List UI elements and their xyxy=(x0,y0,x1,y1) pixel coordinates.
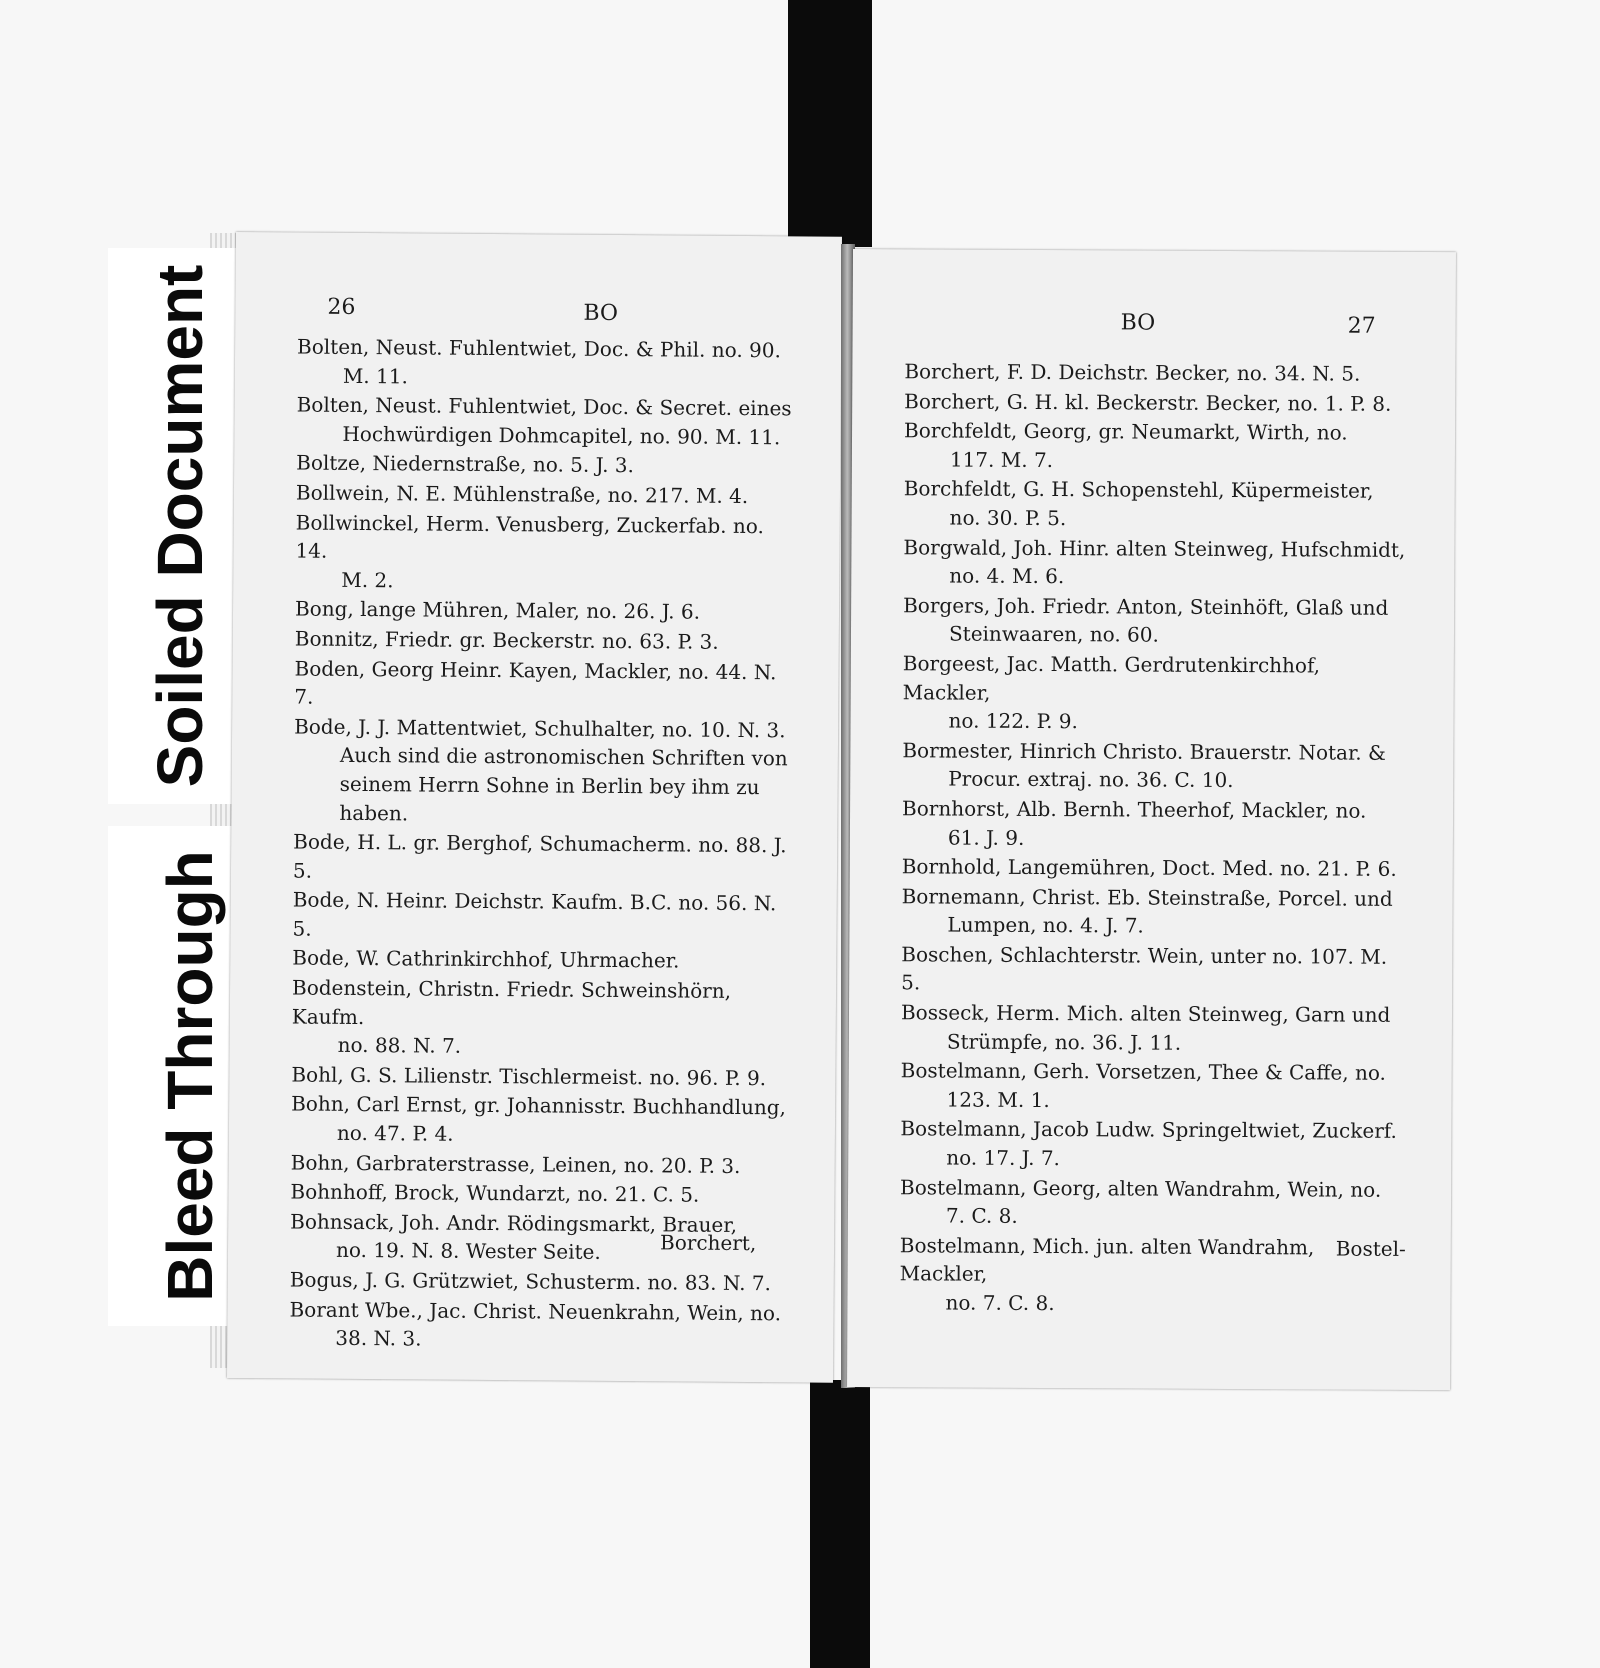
directory-entry xyxy=(901,940,1403,1000)
entry-continuation: Lumpen, no. 4. J. 7. xyxy=(947,912,1144,938)
entry-text: Bohnhoff, Brock, Wundarzt, no. 21. C. 5. xyxy=(290,1179,700,1207)
running-head: BO xyxy=(583,300,619,327)
directory-entry xyxy=(900,1057,1402,1117)
directory-entry xyxy=(291,1148,791,1181)
directory-entry xyxy=(904,416,1406,476)
catchword: Borchert, xyxy=(659,1230,757,1256)
entry-text: Boltze, Niedernstraße, no. 5. J. 3. xyxy=(296,450,635,478)
directory-entry xyxy=(292,886,792,947)
directory-entry xyxy=(902,794,1404,854)
soiled-document-label-text: Soiled Document xyxy=(144,264,216,788)
directory-entry xyxy=(291,1090,791,1151)
entry-text: Bode, N. Heinr. Deichstr. Kaufm. B.C. no. 56. N. 5. xyxy=(292,887,777,941)
entry-text: Borchfeldt, Georg, gr. Neumarkt, Wirth, no. xyxy=(903,418,1348,445)
entry-continuation: Steinwaaren, no. 60. xyxy=(948,621,1159,647)
directory-entry xyxy=(292,944,792,977)
directory-entry xyxy=(295,624,795,657)
entry-text: Borant Wbe., Jac. Christ. Neuenkrahn, Wein, no. xyxy=(289,1297,782,1325)
right-page xyxy=(847,249,1456,1390)
directory-entry xyxy=(295,508,796,598)
entry-text: Bollwein, N. E. Mühlenstraße, no. 217. M. 4. xyxy=(295,480,749,508)
entry-text: Bode, W. Cathrinkirchhof, Uhrmacher. xyxy=(292,945,680,973)
entry-text: Bohl, G. S. Lilienstr. Tischlermeist. no. 96. P. 9. xyxy=(291,1062,767,1091)
directory-entry xyxy=(291,1060,791,1093)
entry-continuation: no. 4. M. 6. xyxy=(949,563,1065,589)
directory-entry xyxy=(294,654,794,715)
directory-entry xyxy=(901,998,1403,1058)
entry-text: Bostelmann, Jacob Ludw. Springeltwiet, Zuckerf. xyxy=(900,1116,1397,1144)
entry-continuation: no. 17. J. 7. xyxy=(946,1145,1061,1171)
entry-text: Bohn, Carl Ernst, gr. Johannisstr. Buchhandlung, xyxy=(291,1091,787,1120)
directory-entry xyxy=(296,478,796,511)
directory-entry xyxy=(902,736,1404,796)
entry-text: Borchfeldt, G. H. Schopenstehl, Küpermeister, xyxy=(903,476,1374,504)
entry-text: Borgwald, Joh. Hinr. alten Steinweg, Hufschmidt, xyxy=(903,534,1406,562)
directory-entry xyxy=(290,1265,790,1298)
entry-continuation: Auch sind die astronomischen Schriften von seinem Herrn Sohne in Berlin bey ihm zu haben. xyxy=(339,743,788,825)
directory-entry xyxy=(903,591,1405,651)
entry-text: Bonnitz, Friedr. gr. Beckerstr. no. 63. P. 3. xyxy=(294,626,719,654)
entry-text: Bollwinckel, Herm. Venusberg, Zuckerfab. no. 14. xyxy=(295,510,764,563)
entry-text: Bohnsack, Joh. Andr. Rödingsmarkt, Brauer, xyxy=(290,1209,738,1237)
page-number: 27 xyxy=(1347,313,1376,339)
entry-text: Borgeest, Jac. Matth. Gerdrutenkirchhof, Mackler, xyxy=(902,651,1321,705)
entry-text: Bostelmann, Georg, alten Wandrahm, Wein, no. xyxy=(900,1174,1382,1202)
entry-text: Borchert, F. D. Deichstr. Becker, no. 34. N. 5. xyxy=(904,359,1361,386)
running-head: BO xyxy=(1120,310,1156,336)
directory-entry xyxy=(903,533,1405,593)
directory-entry xyxy=(297,332,797,393)
entry-continuation: Procur. extraj. no. 36. C. 10. xyxy=(948,766,1234,793)
binding-clip-top xyxy=(788,0,872,247)
entry-text: Boden, Georg Heinr. Kayen, Mackler, no. 44. N. 7. xyxy=(294,656,777,709)
directory-entry xyxy=(904,475,1406,535)
entry-continuation: 61. J. 9. xyxy=(947,825,1025,850)
directory-entry xyxy=(901,882,1403,942)
entry-text: Bodenstein, Christn. Friedr. Schweinshörn, Kaufm. xyxy=(291,975,732,1029)
entry-text: Borchert, G. H. kl. Beckerstr. Becker, no. 1. P. 8. xyxy=(904,388,1392,416)
entry-continuation: 38. N. 3. xyxy=(335,1326,422,1351)
entry-text: Bostelmann, Gerh. Vorsetzen, Thee & Caffe, no. xyxy=(900,1058,1387,1086)
entry-continuation: M. 2. xyxy=(341,567,394,592)
entry-text: Bormester, Hinrich Christo. Brauerstr. Notar. & xyxy=(902,737,1386,765)
directory-entry xyxy=(904,387,1406,418)
entry-text: Bong, lange Mühren, Maler, no. 26. J. 6. xyxy=(294,596,701,624)
directory-entry xyxy=(296,449,796,482)
entry-text: Bode, H. L. gr. Berghof, Schumacherm. no. 88. J. 5. xyxy=(292,829,787,883)
binding-clip-bottom xyxy=(810,1380,870,1668)
directory-entry xyxy=(900,1115,1402,1175)
entry-continuation: no. 19. N. 8. Wester Seite. xyxy=(335,1238,601,1265)
entry-continuation: Strümpfe, no. 36. J. 11. xyxy=(946,1029,1182,1055)
directory-entry xyxy=(902,649,1404,737)
directory-entry xyxy=(295,595,795,628)
entry-text: Bolten, Neust. Fuhlentwiet, Doc. & Phil. no. 90. xyxy=(297,334,782,363)
entry-continuation: no. 47. P. 4. xyxy=(336,1120,454,1146)
entry-continuation: Hochwürdigen Dohmcapitel, no. 90. M. 11. xyxy=(342,421,781,450)
entry-text: Bostelmann, Mich. jun. alten Wandrahm, Mackler, xyxy=(899,1233,1315,1287)
entry-text: Borgers, Joh. Friedr. Anton, Steinhöft, Glaß und xyxy=(903,593,1389,620)
entry-text: Bornhold, Langemühren, Doct. Med. no. 21. P. 6. xyxy=(901,854,1397,881)
entry-continuation: 7. C. 8. xyxy=(945,1203,1018,1229)
entry-continuation: 117. M. 7. xyxy=(949,447,1054,472)
page-number: 26 xyxy=(327,294,356,320)
directory-entry xyxy=(293,828,793,889)
catchword: Bostel- xyxy=(1335,1236,1406,1261)
directory-entry xyxy=(289,1295,789,1356)
entry-text: Bolten, Neust. Fuhlentwiet, Doc. & Secret. eines xyxy=(296,392,792,421)
directory-entry xyxy=(296,391,796,452)
entry-continuation: no. 30. P. 5. xyxy=(949,505,1067,531)
directory-entry xyxy=(292,974,793,1064)
entry-text: Bogus, J. G. Grützwiet, Schusterm. no. 83. N. 7. xyxy=(289,1267,772,1296)
entry-continuation: no. 7. C. 8. xyxy=(945,1290,1055,1316)
directory-entry xyxy=(293,712,794,830)
entry-text: Bornhorst, Alb. Bernh. Theerhof, Mackler, no. xyxy=(902,796,1367,823)
directory-entry xyxy=(899,1231,1401,1319)
directory-entry xyxy=(902,852,1404,883)
entry-text: Bode, J. J. Mattentwiet, Schulhalter, no. 10. N. 3. xyxy=(294,714,786,743)
bleed-through-label-text: Bleed Through xyxy=(154,850,226,1302)
entry-continuation: no. 88. N. 7. xyxy=(337,1033,462,1059)
directory-entries xyxy=(899,357,1406,1320)
entry-continuation: M. 11. xyxy=(342,363,408,388)
entry-text: Bohn, Garbraterstrasse, Leinen, no. 20. P. 3. xyxy=(290,1150,741,1178)
left-page xyxy=(227,232,842,1383)
directory-entry xyxy=(290,1178,790,1211)
entry-text: Bosseck, Herm. Mich. alten Steinweg, Garn und xyxy=(900,1000,1391,1027)
entry-text: Bornemann, Christ. Eb. Steinstraße, Porcel. und xyxy=(901,883,1393,911)
entry-continuation: no. 122. P. 9. xyxy=(948,708,1078,734)
entry-text: Boschen, Schlachterstr. Wein, unter no. 107. M. 5. xyxy=(901,942,1388,995)
directory-entries xyxy=(289,332,797,1357)
directory-entry xyxy=(900,1173,1402,1233)
directory-entry xyxy=(904,357,1406,388)
entry-continuation: 123. M. 1. xyxy=(946,1087,1050,1112)
